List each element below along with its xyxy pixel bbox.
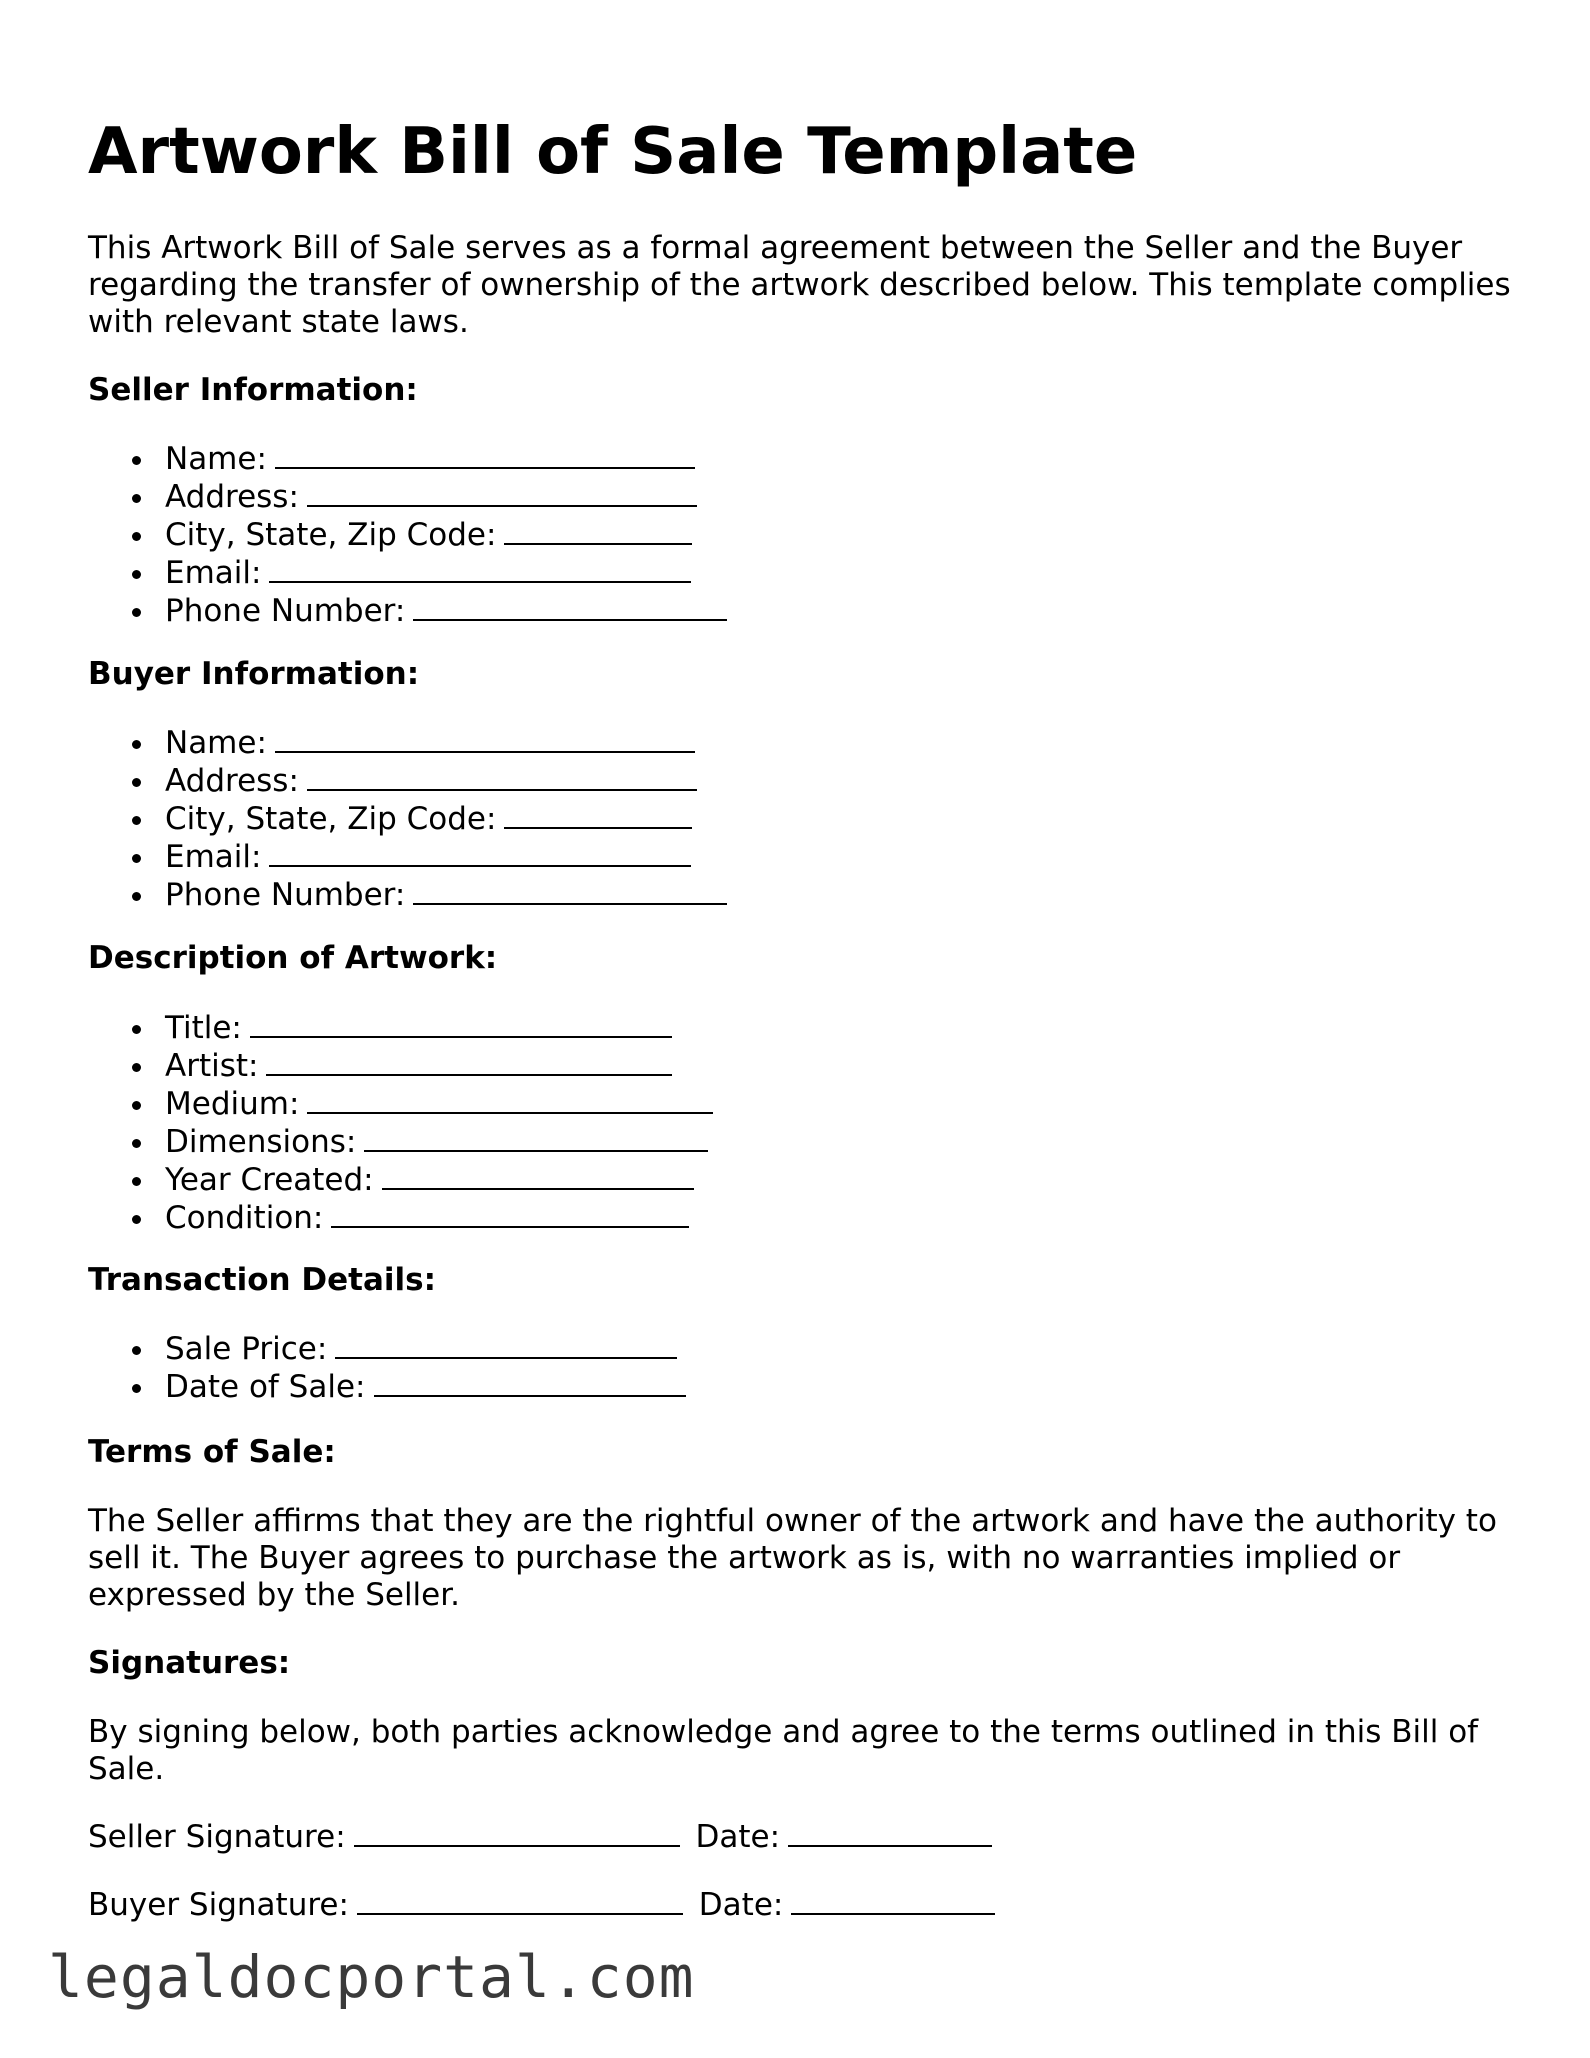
buyer-signature-label: Buyer Signature: — [88, 1887, 349, 1923]
seller-phone-field: Phone Number: — [88, 592, 727, 630]
seller-city-field: City, State, Zip Code: — [88, 516, 727, 554]
buyer-email-blank[interactable] — [269, 838, 691, 867]
buyer-address-blank[interactable] — [307, 762, 697, 791]
transaction-heading: Transaction Details: — [88, 1262, 436, 1298]
seller-name-blank[interactable] — [275, 440, 695, 469]
artwork-title-field: Title: — [88, 1009, 713, 1047]
signatures-heading: Signatures: — [88, 1645, 291, 1681]
terms-heading: Terms of Sale: — [88, 1434, 336, 1470]
buyer-email-field: Email: — [88, 838, 727, 876]
signatures-paragraph: By signing below, both parties acknowledge and agree to the terms outlined in this Bill of Sale. — [88, 1714, 1479, 1787]
artwork-year-field: Year Created: — [88, 1161, 713, 1199]
buyer-name-blank[interactable] — [275, 724, 695, 753]
sale-price-field: Sale Price: — [88, 1330, 686, 1368]
terms-paragraph: The Seller affirms that they are the rightful owner of the artwork and have the authority to sell it. The Buyer agrees to purchase the artwork as is, with no warranties implied or expressed by the Seller. — [88, 1503, 1497, 1613]
seller-signature-row — [88, 1818, 992, 1856]
artwork-artist-field: Artist: — [88, 1047, 713, 1085]
transaction-fields — [88, 1330, 686, 1406]
artwork-heading: Description of Artwork: — [88, 940, 498, 976]
buyer-signature-row — [88, 1886, 995, 1924]
artwork-artist-blank[interactable] — [266, 1047, 672, 1076]
artwork-condition-field: Condition: — [88, 1199, 713, 1237]
seller-date-blank[interactable] — [788, 1818, 992, 1847]
artwork-condition-blank[interactable] — [331, 1199, 689, 1228]
seller-name-field: Name: — [88, 440, 727, 478]
buyer-phone-blank[interactable] — [413, 876, 727, 905]
artwork-fields — [88, 1009, 713, 1237]
artwork-dimensions-blank[interactable] — [364, 1123, 708, 1152]
buyer-city-field: City, State, Zip Code: — [88, 800, 727, 838]
seller-signature-blank[interactable] — [354, 1818, 680, 1847]
artwork-medium-blank[interactable] — [307, 1085, 713, 1114]
buyer-signature-blank[interactable] — [357, 1886, 683, 1915]
seller-email-blank[interactable] — [269, 554, 691, 583]
seller-heading: Seller Information: — [88, 372, 418, 408]
seller-email-field: Email: — [88, 554, 727, 592]
sale-price-blank[interactable] — [335, 1330, 677, 1359]
buyer-date-label: Date: — [698, 1887, 784, 1923]
seller-fields — [88, 440, 727, 630]
artwork-dimensions-field: Dimensions: — [88, 1123, 713, 1161]
seller-city-blank[interactable] — [504, 516, 692, 545]
seller-address-blank[interactable] — [307, 478, 697, 507]
buyer-address-field: Address: — [88, 762, 727, 800]
buyer-date-blank[interactable] — [791, 1886, 995, 1915]
buyer-name-field: Name: — [88, 724, 727, 762]
seller-date-label: Date: — [695, 1819, 781, 1855]
date-of-sale-field: Date of Sale: — [88, 1368, 686, 1406]
artwork-medium-field: Medium: — [88, 1085, 713, 1123]
buyer-heading: Buyer Information: — [88, 656, 420, 692]
intro-paragraph: This Artwork Bill of Sale serves as a formal agreement between the Seller and the Buyer regarding the transfer of ownership of the artwork described below. This template complies with relevant state laws. — [88, 230, 1511, 340]
buyer-city-blank[interactable] — [504, 800, 692, 829]
seller-address-field: Address: — [88, 478, 727, 516]
buyer-fields — [88, 724, 727, 914]
document-title: Artwork Bill of Sale Template — [88, 115, 1138, 189]
buyer-phone-field: Phone Number: — [88, 876, 727, 914]
date-of-sale-blank[interactable] — [374, 1368, 686, 1397]
artwork-title-blank[interactable] — [250, 1009, 672, 1038]
seller-phone-blank[interactable] — [413, 592, 727, 621]
seller-signature-label: Seller Signature: — [88, 1819, 346, 1855]
watermark-logo: legaldocportal.com — [48, 1943, 695, 2011]
artwork-year-blank[interactable] — [382, 1161, 694, 1190]
